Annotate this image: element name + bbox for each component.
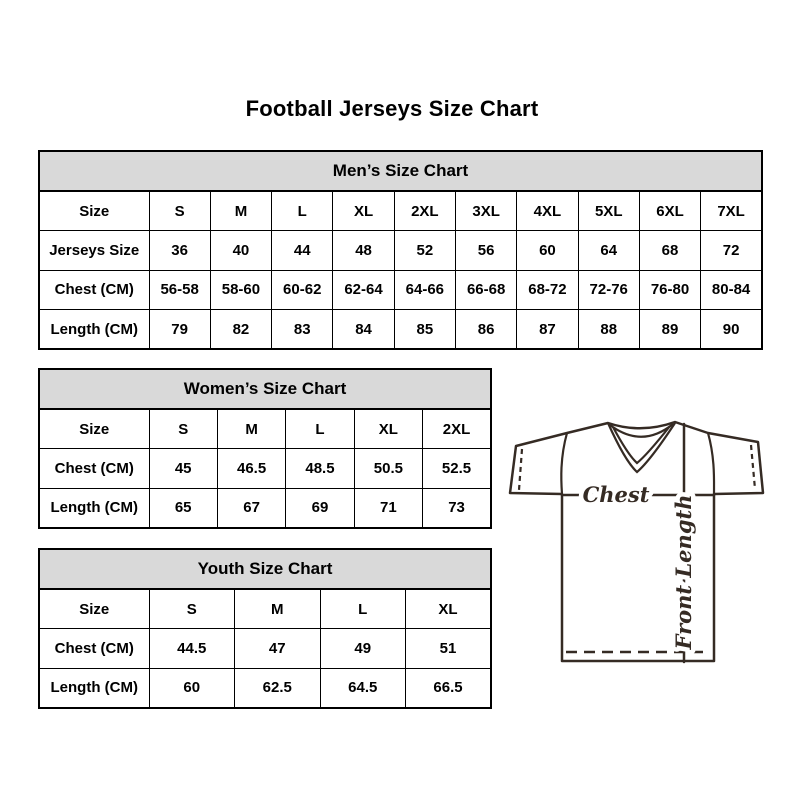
womens-table-title: Women’s Size Chart: [39, 369, 491, 409]
table-row: [39, 629, 491, 669]
value-cell: 36: [149, 231, 210, 271]
womens-size-chart: [38, 368, 492, 529]
value-cell: 52.5: [423, 449, 491, 489]
value-cell: 85: [394, 310, 455, 350]
value-cell: 67: [217, 488, 285, 528]
youth-size-chart: [38, 548, 492, 709]
value-cell: 56: [455, 231, 516, 271]
value-cell: 90: [701, 310, 762, 350]
value-cell: 62.5: [235, 668, 321, 708]
value-cell: 84: [333, 310, 394, 350]
value-cell: 47: [235, 629, 321, 669]
value-cell: 5XL: [578, 191, 639, 231]
value-cell: 60: [517, 231, 578, 271]
value-cell: 60-62: [272, 270, 333, 310]
table-row: [39, 589, 491, 629]
table-row: [39, 668, 491, 708]
value-cell: 58-60: [210, 270, 271, 310]
row-label: Size: [39, 191, 149, 231]
value-cell: 73: [423, 488, 491, 528]
value-cell: 89: [639, 310, 700, 350]
value-cell: 40: [210, 231, 271, 271]
value-cell: 62-64: [333, 270, 394, 310]
value-cell: 64-66: [394, 270, 455, 310]
value-cell: 48: [333, 231, 394, 271]
front-length-label: Front Length: [671, 494, 696, 650]
value-cell: 4XL: [517, 191, 578, 231]
value-cell: 87: [517, 310, 578, 350]
value-cell: 6XL: [639, 191, 700, 231]
value-cell: L: [272, 191, 333, 231]
value-cell: 52: [394, 231, 455, 271]
row-label: Length (CM): [39, 488, 149, 528]
youth-table-header-row: [39, 549, 491, 589]
page-title: Football Jerseys Size Chart: [245, 96, 539, 121]
mens-size-chart: [38, 150, 763, 350]
value-cell: 64.5: [320, 668, 406, 708]
value-cell: XL: [406, 589, 492, 629]
table-row: [39, 409, 491, 449]
value-cell: XL: [333, 191, 394, 231]
value-cell: 49: [320, 629, 406, 669]
chest-label: Chest: [582, 482, 650, 507]
row-label: Chest (CM): [39, 629, 149, 669]
table-row: [39, 449, 491, 489]
table-row: [39, 231, 762, 271]
row-label: Length (CM): [39, 668, 149, 708]
mens-table-header-row: [39, 151, 762, 191]
value-cell: 46.5: [217, 449, 285, 489]
mens-table-title: Men’s Size Chart: [39, 151, 762, 191]
value-cell: 2XL: [394, 191, 455, 231]
value-cell: 48.5: [286, 449, 354, 489]
value-cell: 68: [639, 231, 700, 271]
value-cell: 44.5: [149, 629, 235, 669]
table-row: [39, 310, 762, 350]
value-cell: 69: [286, 488, 354, 528]
value-cell: 65: [149, 488, 217, 528]
row-label: Size: [39, 589, 149, 629]
value-cell: 44: [272, 231, 333, 271]
value-cell: 45: [149, 449, 217, 489]
jersey-measurement-diagram: [500, 400, 785, 690]
value-cell: 82: [210, 310, 271, 350]
value-cell: 86: [455, 310, 516, 350]
value-cell: 88: [578, 310, 639, 350]
mens-size-table: [38, 150, 763, 350]
row-label: Chest (CM): [39, 449, 149, 489]
value-cell: 72-76: [578, 270, 639, 310]
value-cell: 66-68: [455, 270, 516, 310]
value-cell: M: [235, 589, 321, 629]
womens-size-table: [38, 368, 492, 529]
youth-table-title: Youth Size Chart: [39, 549, 491, 589]
row-label: Size: [39, 409, 149, 449]
table-row: [39, 191, 762, 231]
value-cell: 64: [578, 231, 639, 271]
value-cell: 79: [149, 310, 210, 350]
value-cell: 56-58: [149, 270, 210, 310]
table-row: [39, 488, 491, 528]
table-row: [39, 270, 762, 310]
value-cell: XL: [354, 409, 422, 449]
value-cell: M: [210, 191, 271, 231]
value-cell: 83: [272, 310, 333, 350]
value-cell: 2XL: [423, 409, 491, 449]
value-cell: 51: [406, 629, 492, 669]
value-cell: 76-80: [639, 270, 700, 310]
value-cell: 71: [354, 488, 422, 528]
row-label: Jerseys Size: [39, 231, 149, 271]
value-cell: 68-72: [517, 270, 578, 310]
value-cell: 3XL: [455, 191, 516, 231]
value-cell: S: [149, 589, 235, 629]
value-cell: 80-84: [701, 270, 762, 310]
value-cell: 66.5: [406, 668, 492, 708]
womens-table-header-row: [39, 369, 491, 409]
value-cell: 7XL: [701, 191, 762, 231]
row-label: Length (CM): [39, 310, 149, 350]
value-cell: 60: [149, 668, 235, 708]
value-cell: 50.5: [354, 449, 422, 489]
row-label: Chest (CM): [39, 270, 149, 310]
value-cell: L: [286, 409, 354, 449]
value-cell: M: [217, 409, 285, 449]
value-cell: S: [149, 409, 217, 449]
value-cell: S: [149, 191, 210, 231]
jersey-outline: [510, 422, 763, 661]
youth-size-table: [38, 548, 492, 709]
value-cell: 72: [701, 231, 762, 271]
value-cell: L: [320, 589, 406, 629]
